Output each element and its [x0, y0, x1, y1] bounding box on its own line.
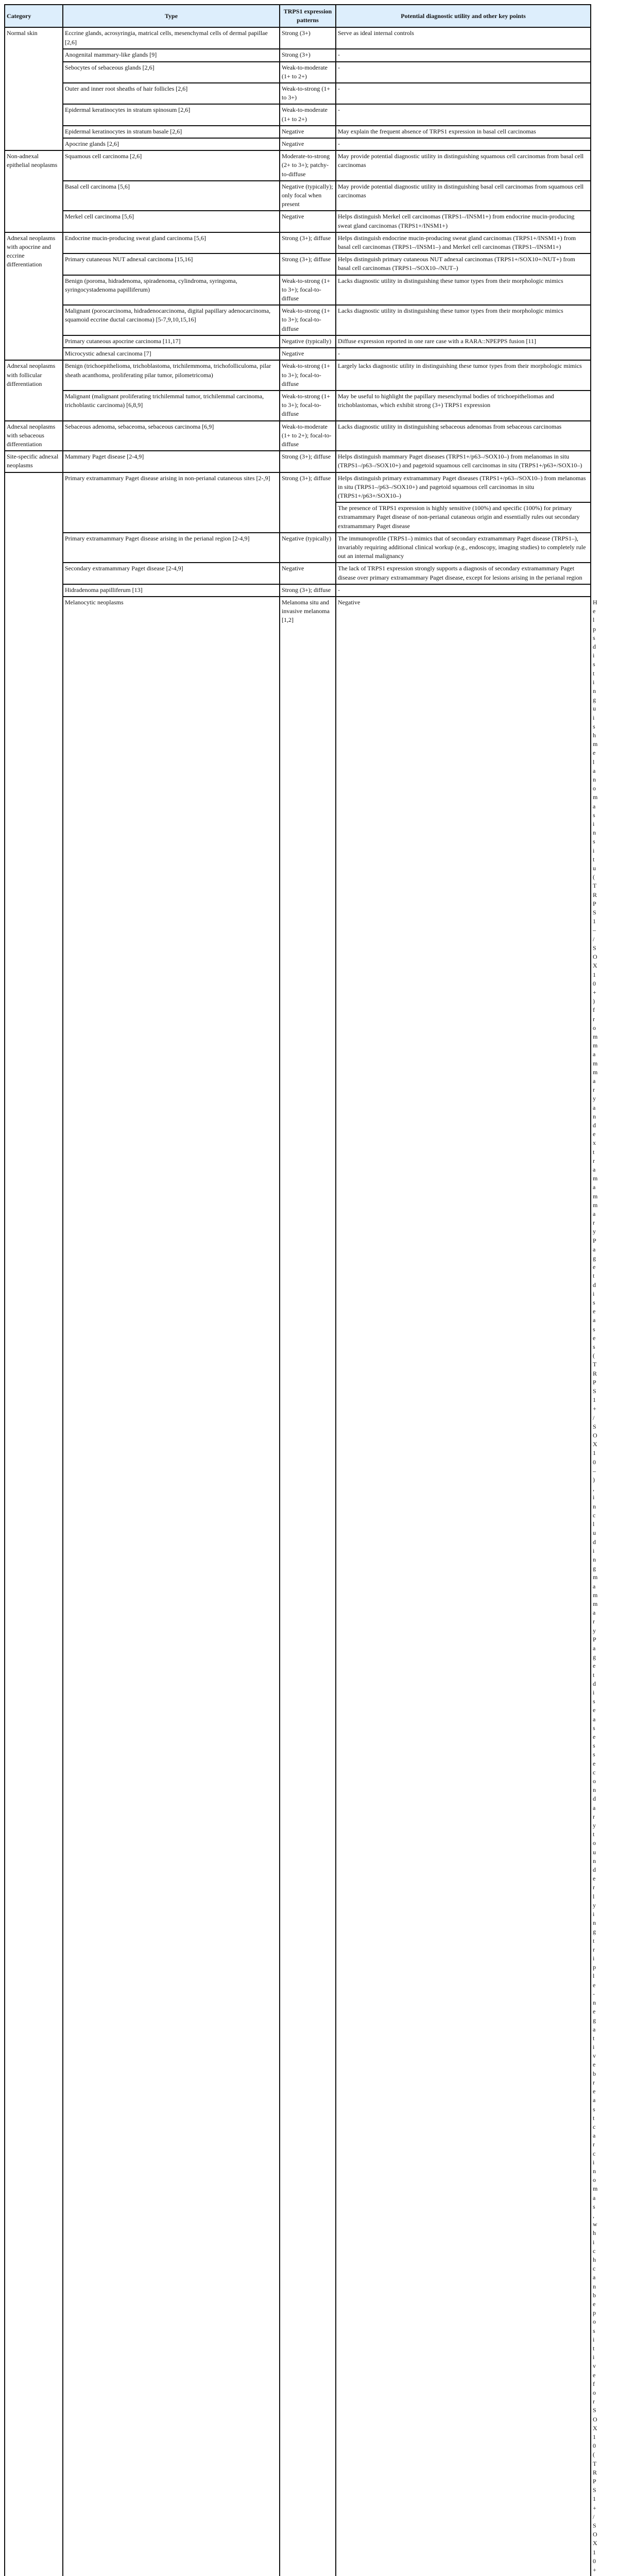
utility-cell: The immunoprofile (TRPS1–) mimics that of secondary extramammary Paget disease (TRPS1–), invariably requiring additional clinical workup (e.g., endoscopy, imaging studies) to completely rule out an internal malignancy	[336, 533, 591, 563]
expression-cell: Weak-to-moderate (1+ to 2+)	[280, 62, 336, 83]
utility-cell: Helps distinguish mammary Paget diseases (TRPS1+/p63–/SOX10–) from melanomas in situ (TRPS1–/p63–/SOX10+) and pagetoid squamous cell carcinomas in situ (TRPS1+/p63+/SOX10–)	[336, 451, 591, 472]
table-row	[5, 104, 591, 125]
expression-cell: Weak-to-strong (1+ to 3+); focal-to-diffuse	[280, 360, 336, 391]
utility-cell: The lack of TRPS1 expression strongly supports a diagnosis of secondary extramammary Paget disease over primary extramammary Paget disease, except for lesions arising in the perianal region	[336, 563, 591, 584]
type-cell: Eccrine glands, acrosyringia, matrical cells, mesenchymal cells of dermal papillae [2,6]	[63, 27, 280, 49]
table-row	[5, 126, 591, 138]
expression-cell: Negative	[280, 138, 336, 150]
type-cell: Apocrine glands [2,6]	[63, 138, 280, 150]
type-cell: Hidradenoma papilliferum [13]	[63, 584, 280, 597]
type-cell: Primary cutaneous NUT adnexal carcinoma [15,16]	[63, 253, 280, 275]
type-cell: Primary extramammary Paget disease arising in the perianal region [2-4,9]	[63, 533, 280, 563]
type-cell: Melanoma situ and invasive melanoma [1,2]	[280, 597, 336, 2576]
table-row	[5, 391, 591, 421]
expression-cell: Negative	[280, 211, 336, 232]
expression-cell: Negative	[280, 348, 336, 360]
table-row	[5, 83, 591, 104]
type-cell: Basal cell carcinoma [5,6]	[63, 181, 280, 211]
expression-cell: Weak-to-strong (1+ to 3+); focal-to-diffuse	[280, 391, 336, 421]
type-cell: Merkel cell carcinoma [5,6]	[63, 211, 280, 232]
category-cell: Adnexal neoplasms with sebaceous differentiation	[5, 421, 63, 451]
type-cell: Squamous cell carcinoma [2,6]	[63, 150, 280, 181]
type-cell: Malignant (malignant proliferating trichilemmal tumor, trichilemmal carcinoma, trichoblastic carcinoma) [6,8,9]	[63, 391, 280, 421]
utility-cell: Largely lacks diagnostic utility in distinguishing these tumor types from their morphologic mimics	[336, 360, 591, 391]
type-cell: Anogenital mammary-like glands [9]	[63, 49, 280, 61]
utility-cell: May be useful to highlight the papillary mesenchymal bodies of trichoepitheliomas and trichoblastomas, which exhibit strong (3+) TRPS1 expression	[336, 391, 591, 421]
utility-cell: Helps distinguish primary extramammary Paget diseases (TRPS1+/p63–/SOX10–) from melanomas in situ (TRPS1–/p63–/SOX10+) and pagetoid squamous cell carcinomas in situ (TRPS1+/p63+/SOX10–)	[336, 472, 591, 503]
table-row: Melanocytic neoplasms Melanoma situ and invasive melanoma [1,2] Negative Helps distinguish melanomas in situ (TRPS1–/SOX10+) from mammary and extramammary Paget diseases (TRPS1+/SOX10–), including mammary Paget diseases secondary to underlying triple-negative breast carcinomas, which can be positive for SOX10 (TRPS1+/SOX10+	[5, 597, 591, 2576]
expression-cell: Strong (3+); diffuse	[280, 584, 336, 597]
expression-cell: Negative (typically)	[280, 533, 336, 563]
expression-cell: Strong (3+); diffuse	[280, 451, 336, 472]
type-cell: Sebocytes of sebaceous glands [2,6]	[63, 62, 280, 83]
table-row	[5, 275, 591, 306]
type-cell: Mammary Paget disease [2-4,9]	[63, 451, 280, 472]
utility-cell: -	[336, 62, 591, 83]
expression-cell: Weak-to-moderate (1+ to 2+)	[280, 104, 336, 125]
utility-cell: May explain the frequent absence of TRPS1 expression in basal cell carcinomas	[336, 126, 591, 138]
expression-cell: Strong (3+)	[280, 27, 336, 49]
header-type: Type	[63, 5, 280, 27]
utility-cell: Helps distinguish primary cutaneous NUT adnexal carcinomas (TRPS1+/SOX10+/NUT+) from basal cell carcinomas (TRPS1–/SOX10–/NUT–)	[336, 253, 591, 275]
table-row	[5, 138, 591, 150]
type-cell: Epidermal keratinocytes in stratum spinosum [2,6]	[63, 104, 280, 125]
category-cell: Non-adnexal epithelial neoplasms	[5, 150, 63, 232]
table-row	[5, 49, 591, 61]
type-cell: Primary extramammary Paget disease arising in non-perianal cutaneous sites [2-,9]	[63, 472, 280, 533]
table-row	[5, 27, 591, 49]
type-cell: Benign (trichoepithelioma, trichoblastoma, trichilemmoma, trichofolliculoma, pilar sheath acanthoma, proliferating pilar tumor, pilometricoma)	[63, 360, 280, 391]
table-row	[5, 232, 591, 253]
utility-cell: Lacks diagnostic utility in distinguishing these tumor types from their morphologic mimics	[336, 275, 591, 306]
utility-cell: -	[336, 348, 591, 360]
category-cell: Melanocytic neoplasms	[63, 597, 280, 2576]
type-cell: Malignant (porocarcinoma, hidradenocarcinoma, digital papillary adenocarcinoma, squamoid eccrine ductal carcinoma) [5-7,9,10,15,16]	[63, 305, 280, 335]
table-row	[5, 253, 591, 275]
header-category: Category	[5, 5, 63, 27]
expression-cell: Moderate-to-strong (2+ to 3+); patchy-to-diffuse	[280, 150, 336, 181]
header-utility: Potential diagnostic utility and other key points	[336, 5, 591, 27]
expression-cell: Negative	[336, 597, 591, 2576]
table-row	[5, 421, 591, 451]
utility-cell: Helps distinguish Merkel cell carcinomas (TRPS1–/INSM1+) from endocrine mucin-producing sweat gland carcinomas (TRPS1+/INSM1+)	[336, 211, 591, 232]
type-cell: Endocrine mucin-producing sweat gland carcinoma [5,6]	[63, 232, 280, 253]
category-cell: Normal skin	[5, 27, 63, 150]
utility-cell: May provide potential diagnostic utility in distinguishing basal cell carcinomas from squamous cell carcinomas	[336, 181, 591, 211]
utility-cell: -	[336, 138, 591, 150]
table-row	[5, 563, 591, 584]
expression-cell: Negative	[280, 563, 336, 584]
type-cell: Microcystic adnexal carcinoma [7]	[63, 348, 280, 360]
utility-cell: Serve as ideal internal controls	[336, 27, 591, 49]
expression-cell: Weak-to-strong (1+ to 3+)	[280, 83, 336, 104]
expression-cell: Weak-to-strong (1+ to 3+); focal-to-diffuse	[280, 275, 336, 306]
expression-cell: Strong (3+); diffuse	[280, 232, 336, 253]
utility-cell: The presence of TRPS1 expression is highly sensitive (100%) and specific (100%) for primary extramammary Paget disease of non-perianal cutaneous origin and essentially rules out secondary extramammary Paget disease	[336, 502, 591, 533]
utility-cell: Lacks diagnostic utility in distinguishing these tumor types from their morphologic mimics	[336, 305, 591, 335]
type-cell: Secondary extramammary Paget disease [2-4,9]	[63, 563, 280, 584]
type-cell: Benign (poroma, hidradenoma, spiradenoma, cylindroma, syringoma, syringocystadenoma papilliferum)	[63, 275, 280, 306]
table-row	[5, 533, 591, 563]
utility-cell: -	[336, 49, 591, 61]
expression-cell: Negative (typically); only focal when present	[280, 181, 336, 211]
type-cell: Epidermal keratinocytes in stratum basale [2,6]	[63, 126, 280, 138]
expression-cell: Weak-to-strong (1+ to 3+); focal-to-diffuse	[280, 305, 336, 335]
category-cell: Adnexal neoplasms with apocrine and eccrine differentiation	[5, 232, 63, 360]
utility-cell: -	[336, 104, 591, 125]
table-row	[5, 211, 591, 232]
trps1-expression-table	[4, 4, 598, 2576]
utility-cell: Lacks diagnostic utility in distinguishing sebaceous adenomas from sebaceous carcinomas	[336, 421, 591, 451]
type-cell: Primary cutaneous apocrine carcinoma [11,17]	[63, 335, 280, 348]
category-cell: Adnexal neoplasms with follicular differentiation	[5, 360, 63, 420]
expression-cell: Strong (3+); diffuse	[280, 472, 336, 533]
utility-cell: May provide potential diagnostic utility in distinguishing squamous cell carcinomas from basal cell carcinomas	[336, 150, 591, 181]
expression-cell: Strong (3+); diffuse	[280, 253, 336, 275]
header-expression: TRPS1 expression patterns	[280, 5, 336, 27]
expression-cell: Weak-to-moderate (1+ to 2+); focal-to-diffuse	[280, 421, 336, 451]
utility-cell: Helps distinguish endocrine mucin-producing sweat gland carcinomas (TRPS1+/INSM1+) from basal cell carcinomas (TRPS1–/INSM1–) and Merkel cell carcinomas (TRPS1–/INSM1+)	[336, 232, 591, 253]
type-cell: Sebaceous adenoma, sebaceoma, sebaceous carcinoma [6,9]	[63, 421, 280, 451]
table-row	[5, 451, 591, 472]
type-cell: Outer and inner root sheaths of hair follicles [2,6]	[63, 83, 280, 104]
table-row	[5, 150, 591, 181]
category-cell-empty	[5, 472, 63, 2576]
category-cell: Site-specific adnexal neoplasms	[5, 451, 63, 472]
table-row	[5, 584, 591, 597]
utility-cell: Diffuse expression reported in one rare case with a RARA::NPEPPS fusion [11]	[336, 335, 591, 348]
utility-cell: -	[336, 584, 591, 597]
table-row	[5, 472, 591, 503]
table-row	[5, 348, 591, 360]
header-row	[5, 5, 591, 27]
table-row	[5, 305, 591, 335]
expression-cell: Strong (3+)	[280, 49, 336, 61]
table-row	[5, 360, 591, 391]
utility-cell: -	[336, 83, 591, 104]
table-row	[5, 62, 591, 83]
expression-cell: Negative	[280, 126, 336, 138]
expression-cell: Negative (typically)	[280, 335, 336, 348]
table-row	[5, 335, 591, 348]
table-row	[5, 181, 591, 211]
